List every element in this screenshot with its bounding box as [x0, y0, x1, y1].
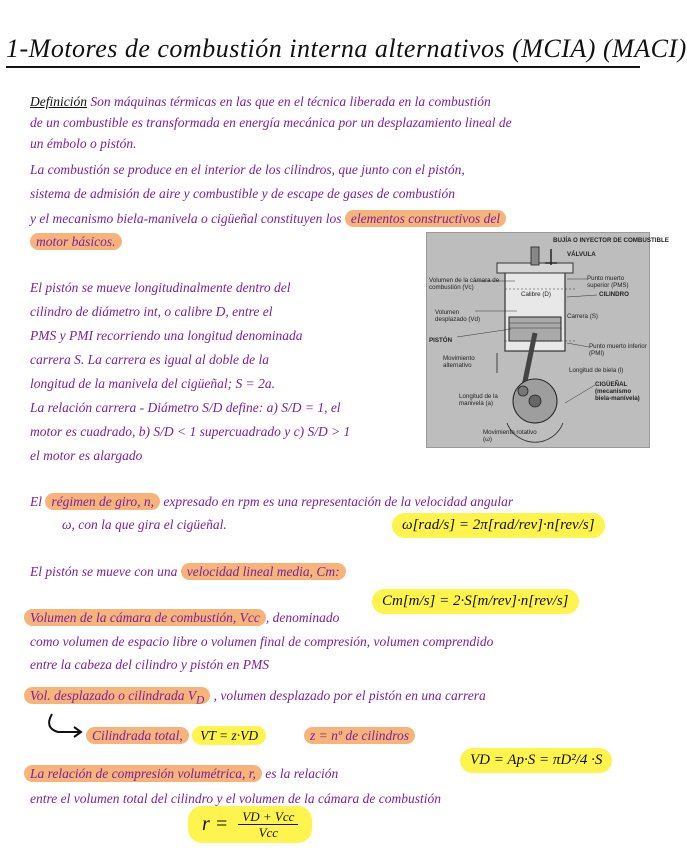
- regimen-prefix: El: [30, 494, 42, 509]
- combustion-line-3: [30, 211, 506, 227]
- definition-text-1: Son máquinas térmicas en las que en el técnica liberada en la combustión: [90, 94, 491, 109]
- piston-line-7: motor es cuadrado, b) S/D < 1 supercuadrado y c) S/D > 1: [30, 424, 351, 439]
- combustion-text-3: y el mecanismo biela-manivela o cigüeñal constituyen los: [30, 211, 342, 226]
- desplazado-highlight: [24, 687, 210, 707]
- desplazado-line-1: [24, 688, 486, 709]
- fig-label-cilindro: CILINDRO: [599, 291, 629, 298]
- engine-diagram-drawing: [427, 233, 649, 447]
- compression-ratio-formula: [188, 806, 312, 843]
- camara-line-1: [24, 610, 339, 626]
- camara-highlight: Volumen de la cámara de combustión, Vcc: [24, 609, 266, 626]
- definition-line-1: [30, 94, 491, 110]
- fig-label-pmi: Punto muerto inferior (PMI): [589, 343, 647, 357]
- fig-label-long-manivela: Longitud de la manivela (a): [459, 393, 498, 407]
- camara-line-3: entre la cabeza del cilindro y pistón en PMS: [30, 657, 269, 672]
- regimen-line-2: ω, con la que gira el cigüeñal.: [62, 517, 227, 532]
- combustion-line-2: sistema de admisión de aire y combustible y de escape de gases de combustión: [30, 186, 456, 201]
- fig-label-bujia: BUJÍA O INYECTOR DE COMBUSTIBLE: [553, 237, 669, 244]
- fig-label-pms: Punto muerto superior (PMS): [587, 275, 629, 289]
- cilindrada-total-line: [86, 728, 266, 744]
- fig-label-vol-desplazado: Volumen desplazado (Vd): [435, 309, 481, 323]
- velocidad-prefix: El pistón se mueve con una: [30, 564, 178, 579]
- cilindrada-total-label: Cilindrada total,: [86, 727, 189, 744]
- fig-label-ciguenal: CIGÜEÑAL (mecanismo biela-manivela): [595, 381, 640, 402]
- fig-label-long-biela: Longitud de biela (l): [569, 367, 624, 374]
- cilindros-note-line: [304, 728, 415, 744]
- piston-line-3: PMS y PMI recorriendo una longitud denominada: [30, 328, 303, 343]
- elements-highlight-2: motor básicos.: [30, 233, 122, 250]
- definition-line-3: un émbolo o pistón.: [30, 136, 137, 151]
- piston-line-4: carrera S. La carrera es igual al doble de la: [30, 352, 269, 367]
- compression-ratio-lhs: r =: [202, 813, 229, 835]
- regimen-highlight: régimen de giro, n,: [45, 493, 160, 510]
- combustion-line-4: [30, 234, 122, 250]
- compresion-highlight: La relación de compresión volumétrica, r,: [24, 765, 262, 782]
- definition-label: Definición: [30, 94, 87, 109]
- angular-velocity-formula: ω[rad/s] = 2π[rad/rev]·n[rev/s]: [392, 513, 605, 538]
- compression-ratio-numerator: VD + Vcc: [238, 809, 298, 825]
- fig-label-valvula: VÁLVULA: [567, 251, 596, 258]
- piston-line-1: El pistón se mueve longitudinalmente dentro del: [30, 280, 291, 295]
- camara-rest: , denominado: [265, 610, 340, 625]
- cilindros-note: z = nº de cilindros: [304, 727, 415, 744]
- compression-ratio-denominator: Vcc: [258, 825, 279, 840]
- compression-ratio-fraction: [238, 809, 298, 840]
- compresion-line-2: entre el volumen total del cilindro y el volumen de la cámara de combustión: [30, 791, 442, 806]
- velocidad-highlight: velocidad lineal media, Cm:: [181, 563, 346, 580]
- fig-label-calibre: Calibre (D): [521, 291, 551, 298]
- piston-line-6: La relación carrera - Diámetro S/D define: a) S/D = 1, el: [30, 400, 341, 415]
- velocidad-line: [30, 564, 346, 580]
- compresion-rest: es la relación: [265, 766, 339, 781]
- desplazado-highlight-text: Vol. desplazado o cilindrada V: [30, 688, 197, 703]
- engine-diagram-photo: [426, 232, 669, 448]
- curved-arrow-icon: [44, 712, 84, 738]
- fig-label-mov-rotativo: Movimiento rotativo (ω): [483, 429, 537, 443]
- title-underline: [6, 66, 640, 68]
- vd-formula: VD = Ap·S = πD²/4 ·S: [460, 748, 612, 773]
- piston-line-5: longitud de la manivela del cigüeñal; S = 2a.: [30, 376, 275, 391]
- fig-label-mov-alternativo: Movimiento alternativo: [443, 355, 475, 369]
- elements-highlight-1: elementos constructivos del: [345, 210, 506, 227]
- fig-label-piston: PISTÓN: [429, 337, 453, 344]
- fig-label-vol-camara: Volumen de la cámara de combustión (Vc): [429, 277, 500, 291]
- camara-line-2: como volumen de espacio libre o volumen final de compresión, volumen comprendido: [30, 634, 494, 649]
- mean-speed-formula: Cm[m/s] = 2·S[m/rev]·n[rev/s]: [372, 589, 579, 614]
- desplazado-highlight-sub: D: [196, 694, 205, 707]
- definition-line-2: de un combustible es transformada en energía mecánica por un desplazamiento lineal de: [30, 115, 512, 130]
- fig-label-carrera: Carrera (S): [567, 313, 598, 320]
- piston-line-2: cilindro de diámetro int, o calibre D, entre el: [30, 304, 273, 319]
- regimen-rest: expresado en rpm es una representación de la velocidad angular: [163, 494, 514, 509]
- cilindrada-total-formula: VT = z·VD: [192, 726, 266, 745]
- compresion-line-1: [24, 766, 338, 782]
- piston-line-8: el motor es alargado: [30, 448, 143, 463]
- page-title: 1-Motores de combustión interna alternativos (MCIA) (MACI): [6, 34, 687, 63]
- desplazado-rest: , volumen desplazado por el pistón en una carrera: [213, 688, 486, 703]
- regimen-line-1: [30, 494, 513, 510]
- combustion-line-1: La combustión se produce en el interior de los cilindros, que junto con el pistón,: [30, 162, 465, 177]
